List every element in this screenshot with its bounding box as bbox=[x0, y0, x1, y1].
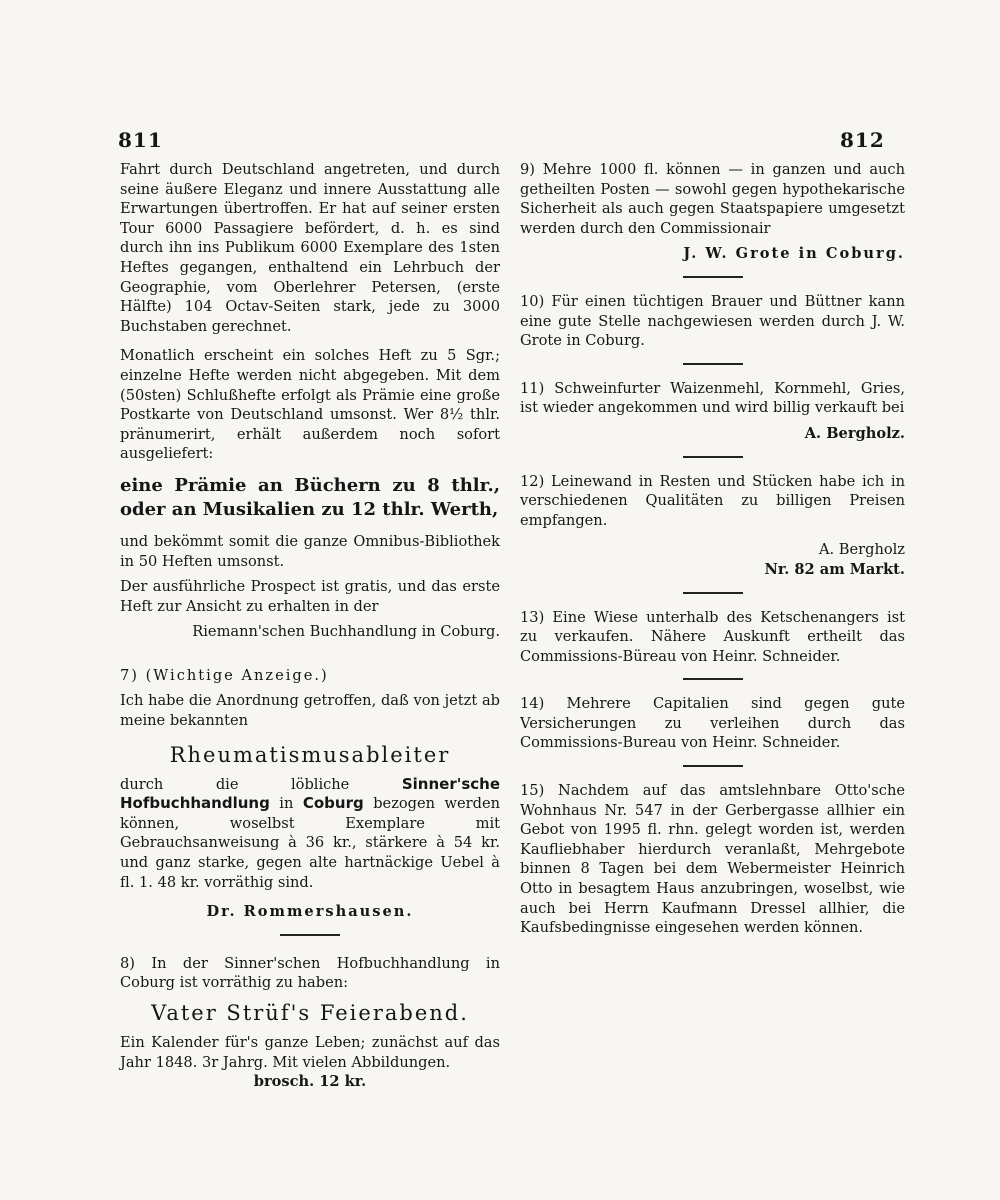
omnibus-paragraph-1: Fahrt durch Deutschland angetreten, und durch seine äußere Eleganz und innere Ausstattung alle Erwartungen übertroffen. Er hat auf seiner ersten Tour 6000 Passagiere befördert, d. h. es sind durch ihn ins Publikum 6000 Exemplare des 1sten Heftes gegangen, enthaltend ein Lehrbuch der Geographie, vom Oberlehrer Petersen, (erste Hälfte) 104 Octav-Seiten stark, jede zu 3000 Buchstaben gerechnet. bbox=[120, 161, 500, 335]
item-7-text-a: durch die löbliche bbox=[120, 775, 402, 793]
item-12-text: 12) Leinewand in Resten und Stücken habe ich in verschiedenen Qualitäten zu billigen Preisen empfangen. bbox=[520, 472, 905, 529]
omnibus-paragraph-2: Monatlich erscheint ein solches Heft zu 5 Sgr.; einzelne Hefte werden nicht abgegeben. Mit dem (50sten) Schlußhefte erfolgt als Prämie eine große Postkarte von Deutschland umsonst. Wer 8½ thlr. pränumerirt, erhält außerdem noch sofort ausgeliefert: bbox=[120, 347, 500, 463]
item-12-signature-2: Nr. 82 am Markt. bbox=[764, 560, 905, 578]
divider-rule bbox=[683, 276, 743, 278]
sinner-hofbuchhandlung: Sinner'sche Hofbuchhandlung bbox=[120, 774, 500, 813]
premium-line: eine Prämie an Büchern zu 8 thlr., oder an Musikalien zu 12 thlr. Werth, bbox=[120, 474, 500, 520]
item-9-signature: J. W. Grote in Coburg. bbox=[683, 245, 905, 263]
item-7-text-e: bezogen werden können, woselbst Exemplare mit Gebrauchsanweisung à 36 kr., stärkere à 54 kr. und ganz starke, gegen alte hartnäckige Uebel à fl. 1. 48 kr. vorräthig sind. bbox=[120, 795, 500, 891]
coburg-bold: Coburg bbox=[302, 794, 364, 813]
item-8-price: brosch. 12 kr. bbox=[253, 1073, 367, 1091]
item-11-signature: A. Bergholz. bbox=[804, 424, 905, 442]
item-15-text: 15) Nachdem auf das amtslehnbare Otto'sche Wohnhaus Nr. 547 in der Gerbergasse allhier ein Gebot von 1995 fl. rhn. gelegt worden ist, werden Kaufliebhaber hierdurch veranlaßt, Mehrgebote binnen 8 Tagen bei dem Webermeister Heinrich Otto in besagtem Haus anzubringen, woselbst, wie auch bei Herrn Kaufmann Dressel allhier, die Kaufsbedingnisse eingesehen werden können. bbox=[520, 782, 905, 937]
item-13-text: 13) Eine Wiese unterhalb des Ketschenangers ist zu verkaufen. Nähere Auskunft ertheilt das Commissions-Büreau von Heinr. Schneider. bbox=[520, 608, 905, 665]
left-page-number: 811 bbox=[118, 128, 163, 152]
item-10-text: 10) Für einen tüchtigen Brauer und Büttner kann eine gute Stelle nachgewiesen werden durch J. W. Grote in Coburg. bbox=[520, 292, 905, 350]
divider-rule bbox=[280, 934, 340, 936]
divider-rule bbox=[683, 678, 743, 680]
item-7-text-c: in bbox=[269, 795, 303, 813]
riemann-signature: Riemann'schen Buchhandlung in Coburg. bbox=[192, 623, 500, 641]
item-9-text: 9) Mehre 1000 fl. können — in ganzen und auch getheilten Posten — sowohl gegen hypothekarische Sicherheit als auch gegen Staatspapiere umgesetzt werden durch den Commissionair bbox=[520, 161, 905, 237]
item-11-text: 11) Schweinfurter Waizenmehl, Kornmehl, Gries, ist wieder angekommen und wird billig verkauft bei bbox=[520, 379, 905, 417]
item-12-signature-1: A. Bergholz bbox=[818, 541, 905, 559]
item-7-heading: 7) (Wichtige Anzeige.) bbox=[120, 666, 329, 684]
item-7-title: Rheumatismusableiter bbox=[169, 742, 451, 767]
left-column bbox=[120, 160, 500, 1092]
item-7-signature: Dr. Rommershausen. bbox=[206, 903, 414, 921]
item-7-paragraph-1: Ich habe die Anordnung getroffen, daß von jetzt ab meine bekannten bbox=[120, 692, 500, 730]
item-8-paragraph-1: 8) In der Sinner'schen Hofbuchhandlung in Coburg ist vorräthig zu haben: bbox=[120, 954, 500, 992]
divider-rule bbox=[683, 363, 743, 365]
divider-rule bbox=[683, 765, 743, 767]
right-page-number: 812 bbox=[840, 128, 885, 152]
item-8-title: Vater Strüf's Feierabend. bbox=[151, 1001, 469, 1025]
omnibus-paragraph-3: und bekömmt somit die ganze Omnibus-Bibliothek in 50 Heften umsonst. bbox=[120, 532, 500, 570]
item-8-paragraph-2: Ein Kalender für's ganze Leben; zunächst auf das Jahr 1848. 3r Jahrg. Mit vielen Abbildungen. bbox=[120, 1034, 500, 1071]
right-column bbox=[520, 160, 905, 938]
item-7-paragraph-2 bbox=[120, 775, 500, 893]
divider-rule bbox=[683, 456, 743, 458]
item-14-text: 14) Mehrere Capitalien sind gegen gute Versicherungen zu verleihen durch das Commissions-Bureau von Heinr. Schneider. bbox=[520, 695, 905, 752]
omnibus-paragraph-4: Der ausführliche Prospect ist gratis, und das erste Heft zur Ansicht zu erhalten in der bbox=[120, 578, 500, 615]
divider-rule bbox=[683, 592, 743, 594]
